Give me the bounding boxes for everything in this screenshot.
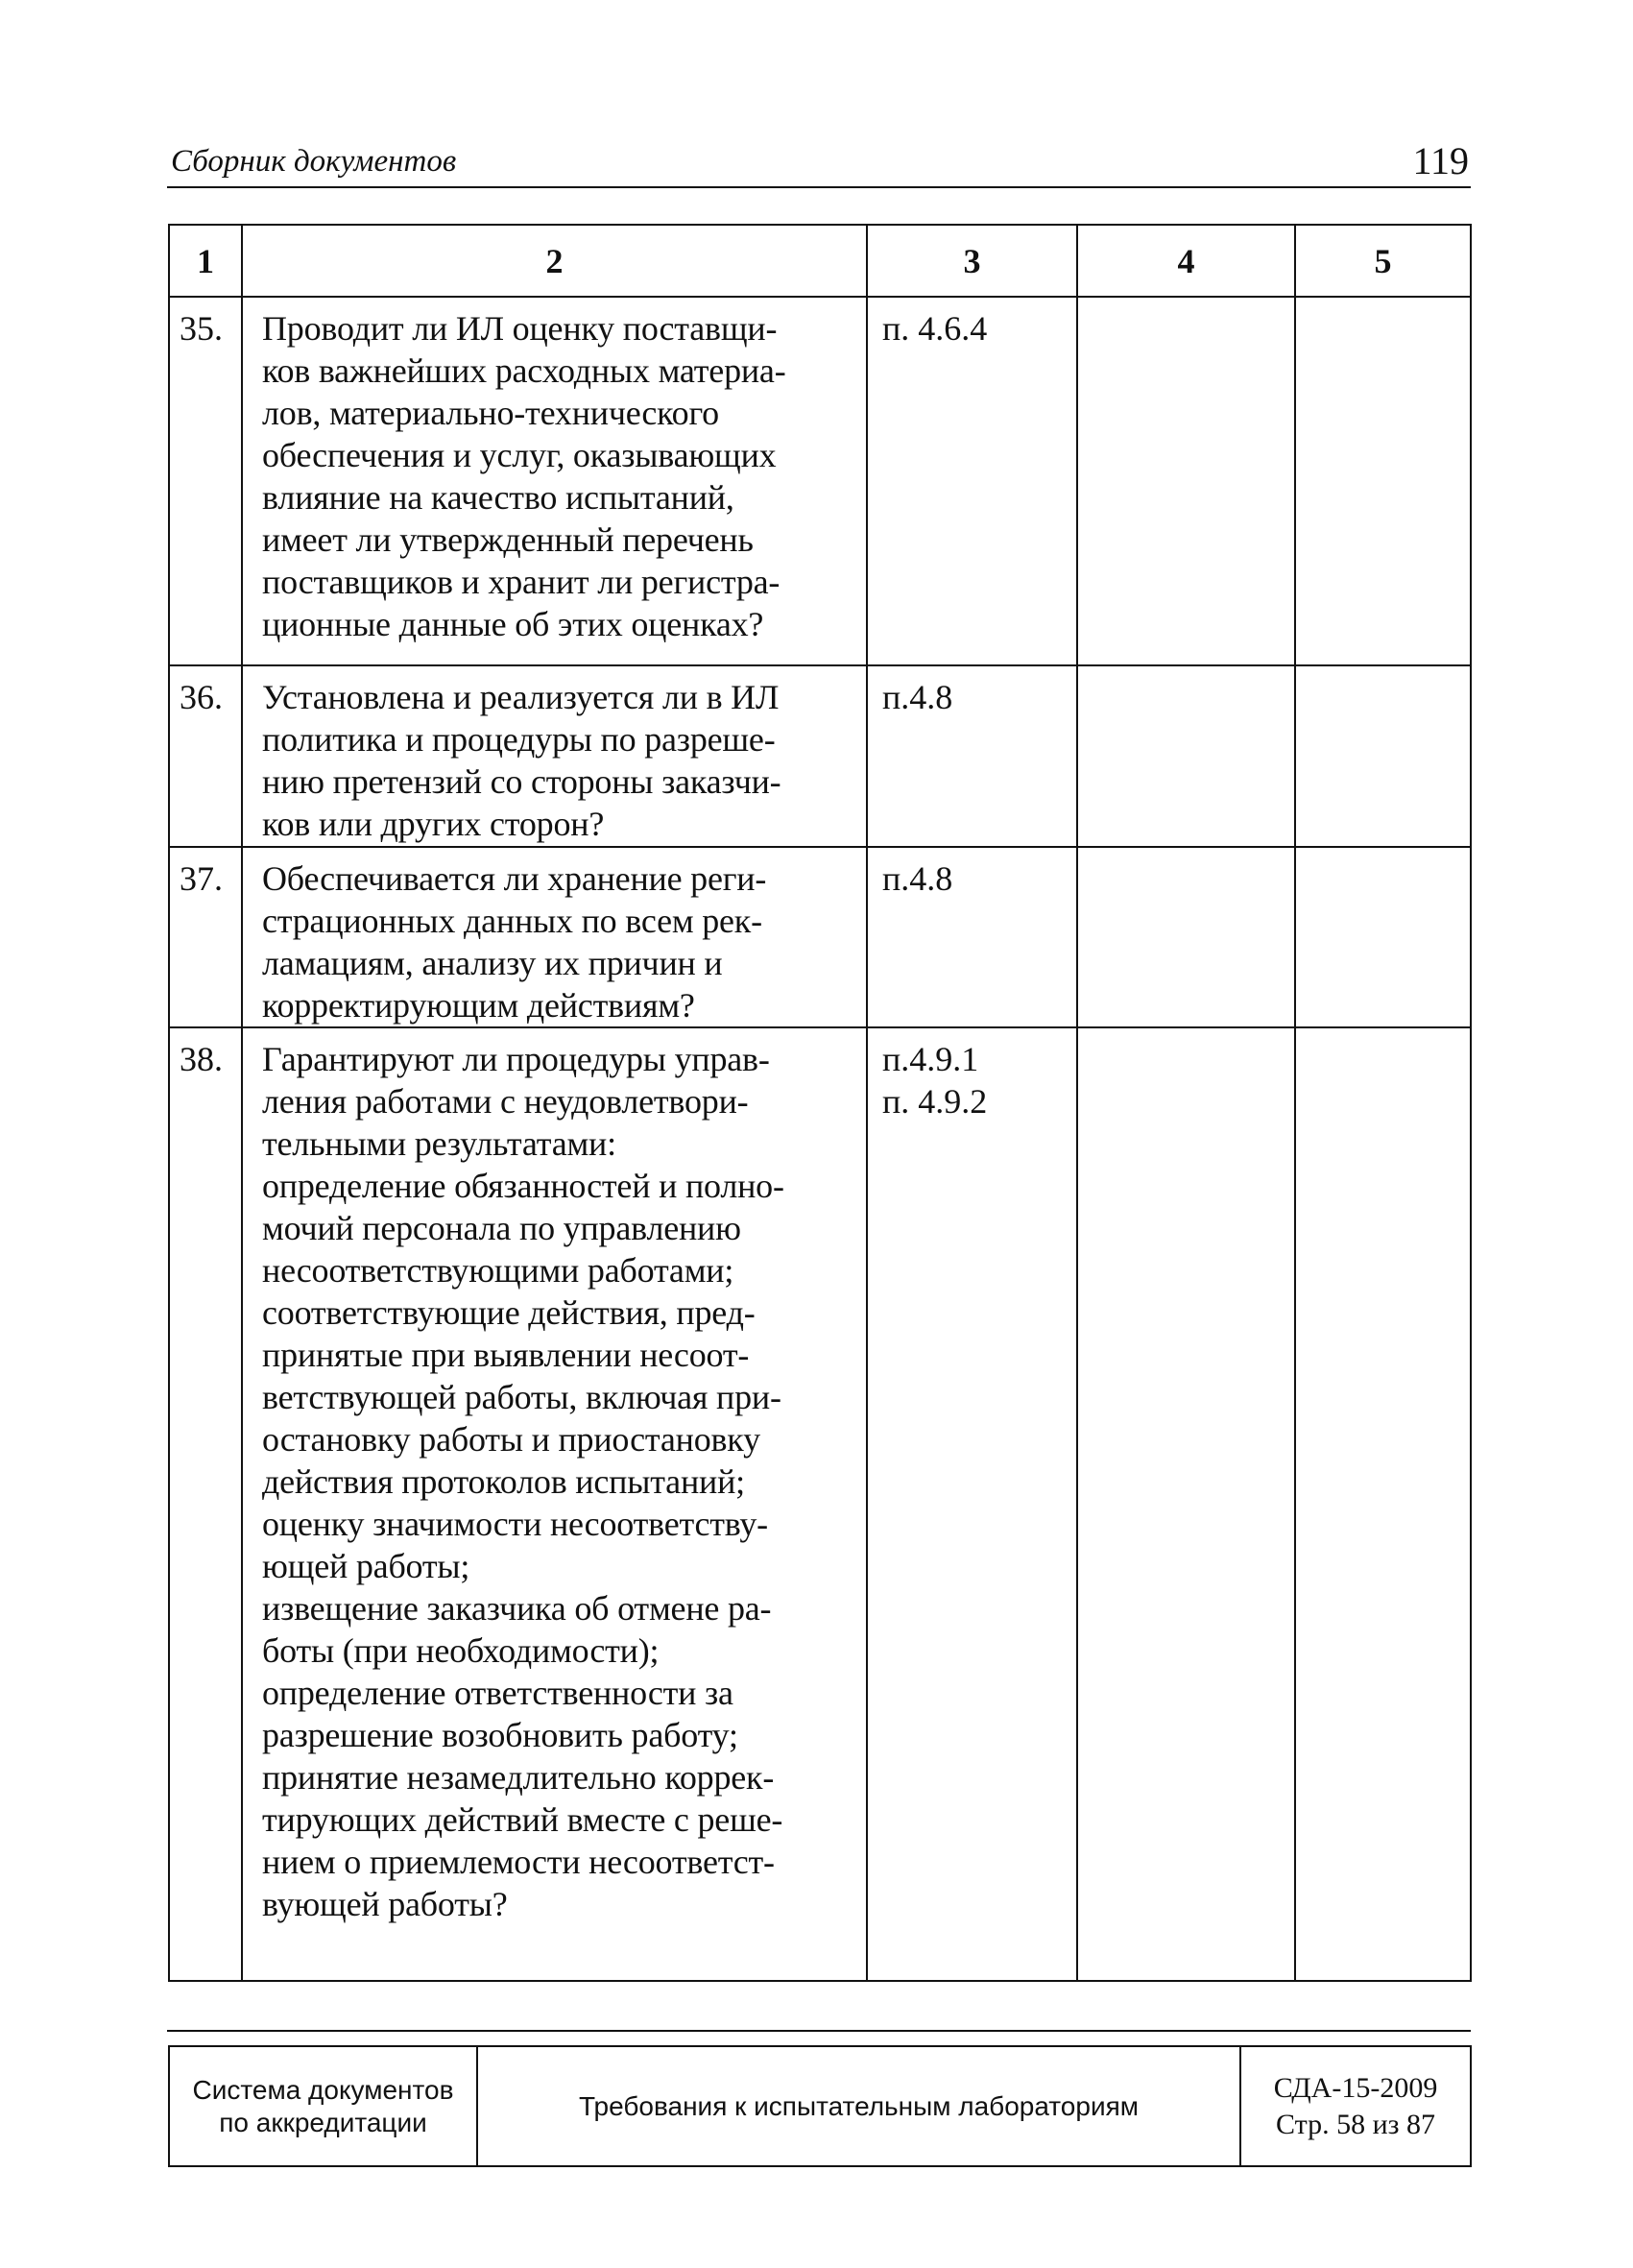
page-number: 119 bbox=[1412, 139, 1469, 182]
question-line: тирующих действий вместе с реше- bbox=[262, 1800, 783, 1839]
column-number-5: 5 bbox=[1295, 225, 1471, 297]
question-line: ления работами с неудовлетвори- bbox=[262, 1082, 749, 1121]
question-line: страционных данных по всем рек- bbox=[262, 902, 762, 940]
row-number: 37. bbox=[169, 847, 242, 1027]
clause-reference-line: п. 4.6.4 bbox=[882, 309, 988, 348]
question-line: мочий персонала по управлению bbox=[262, 1209, 741, 1247]
column-4-cell bbox=[1077, 847, 1295, 1027]
table-row bbox=[169, 665, 1471, 847]
footer-system-name bbox=[169, 2046, 477, 2166]
question-line: извещение заказчика об отмене ра- bbox=[262, 1589, 772, 1628]
question-line: нием о приемлемости несоответст- bbox=[262, 1843, 775, 1881]
footer-document-code bbox=[1240, 2046, 1471, 2166]
question-line: ламациям, анализу их причин и bbox=[262, 944, 723, 982]
column-5-cell bbox=[1295, 1027, 1471, 1981]
clause-reference-line: п.4.8 bbox=[882, 678, 953, 716]
question-line: корректирующим действиям? bbox=[262, 986, 695, 1025]
question-line: тельными результатами: bbox=[262, 1124, 616, 1163]
row-number: 35. bbox=[169, 297, 242, 665]
question-text bbox=[242, 1027, 867, 1981]
document-footer bbox=[168, 2045, 1472, 2167]
question-line: обеспечения и услуг, оказывающих bbox=[262, 436, 777, 474]
question-line: политика и процедуры по разреше- bbox=[262, 720, 776, 759]
question-line: ков или других сторон? bbox=[262, 805, 605, 843]
row-number: 38. bbox=[169, 1027, 242, 1981]
footer-document-title: Требования к испытательным лабораториям bbox=[477, 2046, 1240, 2166]
question-line: Установлена и реализуется ли в ИЛ bbox=[262, 678, 780, 716]
question-line: вующей работы? bbox=[262, 1885, 508, 1923]
footer-system-line2: по аккредитации bbox=[219, 2107, 427, 2137]
question-line: ветствующей работы, включая при- bbox=[262, 1378, 781, 1416]
question-line: Обеспечивается ли хранение реги- bbox=[262, 859, 767, 898]
collection-title: Сборник документов bbox=[171, 144, 457, 179]
question-line: ков важнейших расходных материа- bbox=[262, 351, 786, 390]
clause-reference-line: п.4.8 bbox=[882, 859, 953, 898]
clause-reference bbox=[867, 297, 1077, 665]
question-line: оценку значимости несоответству- bbox=[262, 1505, 768, 1543]
question-line: определение обязанностей и полно- bbox=[262, 1167, 784, 1205]
column-4-cell bbox=[1077, 297, 1295, 665]
question-line: принятые при выявлении несоот- bbox=[262, 1336, 750, 1374]
table-row bbox=[169, 847, 1471, 1027]
row-number: 36. bbox=[169, 665, 242, 847]
question-text bbox=[242, 847, 867, 1027]
question-line: боты (при необходимости); bbox=[262, 1631, 660, 1670]
question-line: несоответствующими работами; bbox=[262, 1251, 734, 1290]
question-line: действия протоколов испытаний; bbox=[262, 1462, 745, 1501]
clause-reference bbox=[867, 847, 1077, 1027]
column-number-row bbox=[169, 225, 1471, 297]
clause-reference-line: п. 4.9.2 bbox=[882, 1082, 988, 1121]
question-line: поставщиков и хранит ли регистра- bbox=[262, 563, 780, 601]
question-line: имеет ли утвержденный перечень bbox=[262, 520, 754, 559]
column-5-cell bbox=[1295, 665, 1471, 847]
column-number-3: 3 bbox=[867, 225, 1077, 297]
question-line: нию претензий со стороны заказчи- bbox=[262, 762, 781, 801]
column-5-cell bbox=[1295, 297, 1471, 665]
footer-doc-code: СДА-15-2009 bbox=[1273, 2071, 1438, 2104]
footer-page-reference: Стр. 58 из 87 bbox=[1276, 2108, 1435, 2140]
column-4-cell bbox=[1077, 1027, 1295, 1981]
footer-divider bbox=[167, 2030, 1471, 2032]
clause-reference bbox=[867, 1027, 1077, 1981]
column-4-cell bbox=[1077, 665, 1295, 847]
footer-row bbox=[169, 2046, 1471, 2166]
question-line: ющей работы; bbox=[262, 1547, 470, 1585]
column-number-2: 2 bbox=[242, 225, 867, 297]
question-line: влияние на качество испытаний, bbox=[262, 478, 734, 517]
column-number-4: 4 bbox=[1077, 225, 1295, 297]
checklist-table bbox=[168, 224, 1472, 1982]
column-number-1: 1 bbox=[169, 225, 242, 297]
table-row bbox=[169, 297, 1471, 665]
question-line: соответствующие действия, пред- bbox=[262, 1293, 756, 1332]
clause-reference-line: п.4.9.1 bbox=[882, 1040, 979, 1078]
column-5-cell bbox=[1295, 847, 1471, 1027]
question-line: определение ответственности за bbox=[262, 1674, 733, 1712]
question-line: Гарантируют ли процедуры управ- bbox=[262, 1040, 770, 1078]
footer-system-line1: Система документов bbox=[192, 2074, 454, 2105]
question-line: разрешение возобновить работу; bbox=[262, 1716, 738, 1754]
question-text bbox=[242, 297, 867, 665]
running-header bbox=[167, 139, 1471, 188]
question-line: Проводит ли ИЛ оценку поставщи- bbox=[262, 309, 778, 348]
question-line: принятие незамедлительно коррек- bbox=[262, 1758, 775, 1797]
clause-reference bbox=[867, 665, 1077, 847]
question-line: остановку работы и приостановку bbox=[262, 1420, 760, 1459]
question-line: ционные данные об этих оценках? bbox=[262, 605, 764, 643]
table-row bbox=[169, 1027, 1471, 1981]
question-line: лов, материально-технического bbox=[262, 394, 719, 432]
question-text bbox=[242, 665, 867, 847]
